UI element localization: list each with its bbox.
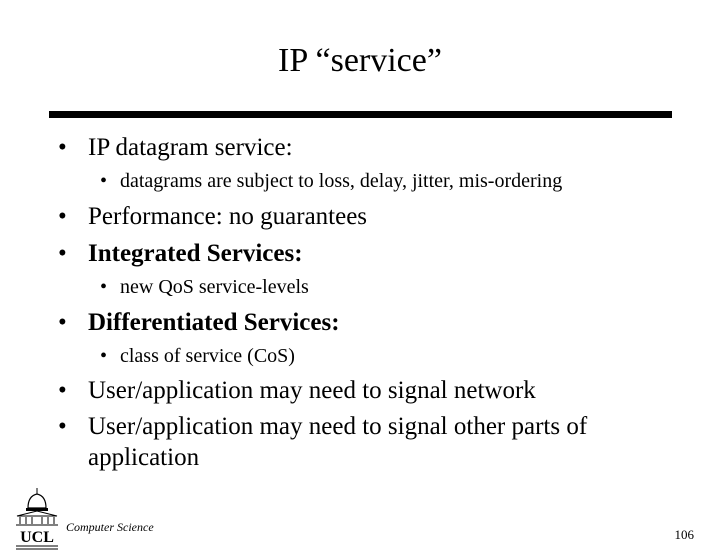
bullet-text: User/application may need to signal other parts of xyxy=(88,413,588,440)
bullet-point: • xyxy=(100,276,108,298)
bullet-item-1 xyxy=(58,134,293,162)
bullet-text: IP datagram service: xyxy=(88,134,293,161)
bullet-text: new QoS service-levels xyxy=(120,276,309,298)
bullet-point: • xyxy=(100,345,108,367)
bullet-point: • xyxy=(58,309,67,336)
logo-text: UCL xyxy=(20,529,54,546)
department-label: Computer Science xyxy=(66,520,154,534)
bullet-text: Performance: no guarantees xyxy=(88,203,368,230)
sub-bullet-item-2 xyxy=(100,276,309,299)
sub-bullet-item-1 xyxy=(100,170,562,193)
bullet-text: User/application may need to signal network xyxy=(88,377,536,404)
bullet-point: • xyxy=(58,413,67,440)
bullet-item-6 xyxy=(58,413,587,441)
sub-bullet-item-3 xyxy=(100,345,295,368)
bullet-continuation: application xyxy=(88,444,200,471)
bullet-item-3 xyxy=(58,240,303,268)
bullet-point: • xyxy=(58,203,67,230)
bullet-text: datagrams are subject to loss, delay, jitter, mis-ordering xyxy=(120,170,563,192)
ucl-logo xyxy=(14,486,60,550)
page-number: 106 xyxy=(674,527,694,542)
bullet-point: • xyxy=(58,377,67,404)
bullet-item-4 xyxy=(58,309,340,337)
bullet-text: Integrated Services: xyxy=(88,240,303,267)
bullet-item-5 xyxy=(58,377,536,405)
bullet-point: • xyxy=(58,134,67,161)
bullet-text: class of service (CoS) xyxy=(120,345,295,367)
title-rule xyxy=(49,111,672,118)
slide-title: IP “service” xyxy=(278,42,442,79)
bullet-item-2 xyxy=(58,203,367,231)
bullet-text: Differentiated Services: xyxy=(88,309,340,336)
bullet-point: • xyxy=(100,170,108,192)
bullet-point: • xyxy=(58,240,67,267)
